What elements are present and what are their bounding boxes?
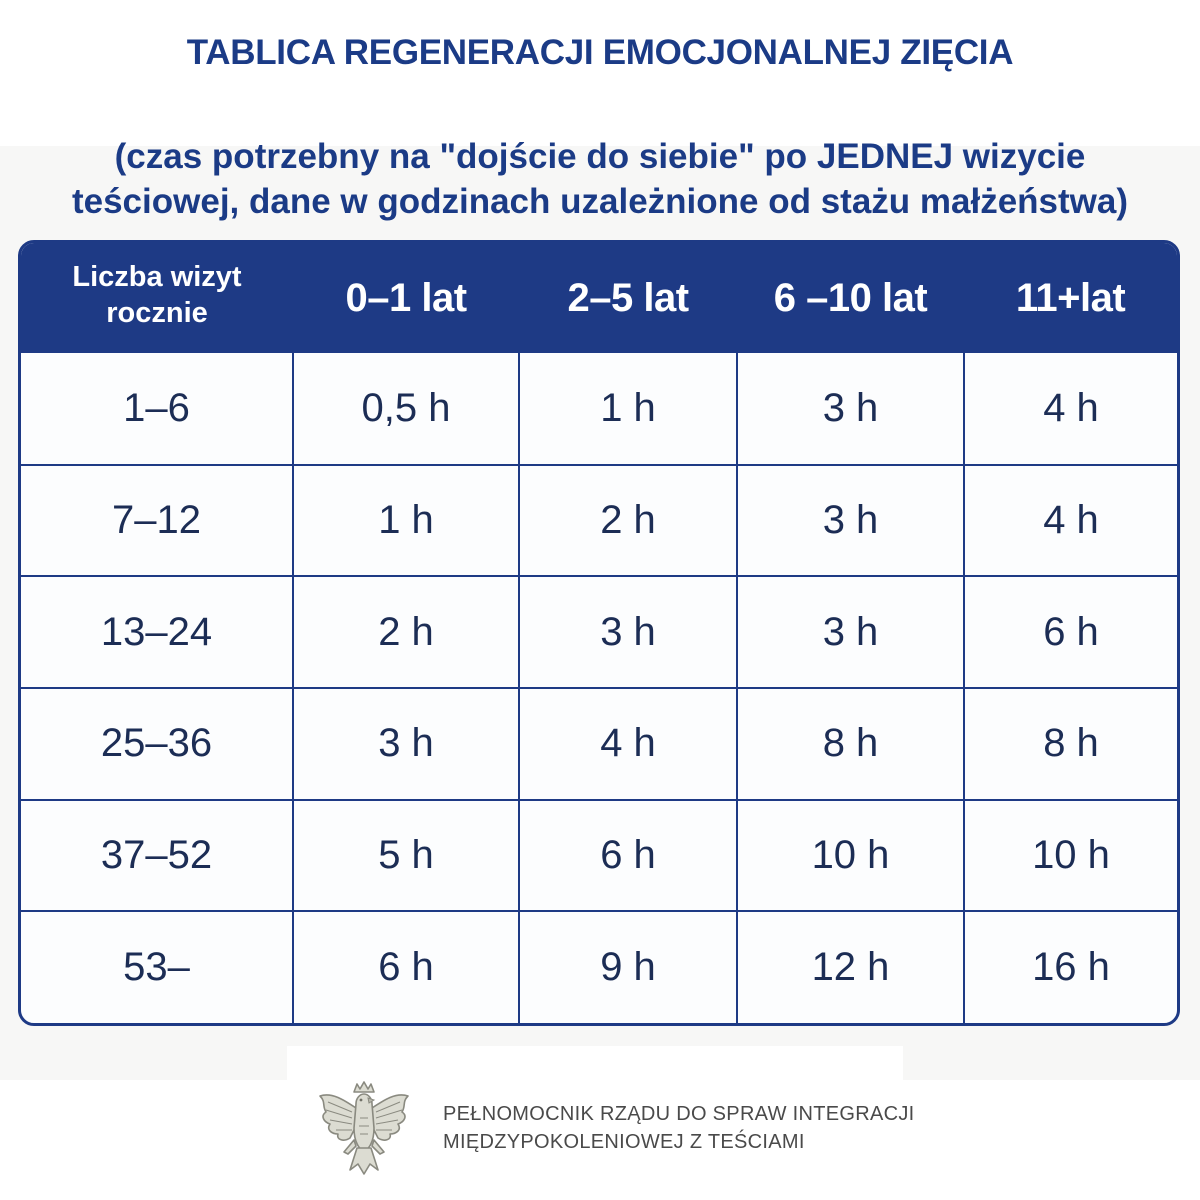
footer-line-2: MIĘDZYPOKOLENIOWEJ Z TEŚCIAMI — [443, 1131, 805, 1153]
footer-office-name — [443, 1100, 915, 1156]
hours-cell: 6 h — [964, 576, 1177, 688]
hours-cell: 12 h — [737, 911, 964, 1023]
white-eagle-emblem-icon — [313, 1078, 415, 1182]
visits-range-cell: 25–36 — [21, 688, 293, 800]
hours-cell: 3 h — [519, 576, 737, 688]
hours-cell: 2 h — [519, 465, 737, 577]
header-age-0-1: 0–1 lat — [293, 243, 519, 353]
hours-cell: 3 h — [293, 688, 519, 800]
hours-cell: 2 h — [293, 576, 519, 688]
visits-range-cell: 7–12 — [21, 465, 293, 577]
footer-line-1: PEŁNOMOCNIK RZĄDU DO SPRAW INTEGRACJI — [443, 1103, 915, 1125]
subtitle-line-2: teściowej, dane w godzinach uzależnione od stażu małżeństwa) — [71, 182, 1129, 221]
visits-range-cell: 53– — [21, 911, 293, 1023]
hours-cell: 10 h — [737, 800, 964, 912]
hours-cell: 3 h — [737, 576, 964, 688]
table-row — [21, 688, 1177, 800]
header-visits-line-1: Liczba wizyt — [72, 261, 242, 293]
hours-cell: 5 h — [293, 800, 519, 912]
table-row — [21, 911, 1177, 1023]
hours-cell: 4 h — [519, 688, 737, 800]
header-age-2-5: 2–5 lat — [519, 243, 737, 353]
hours-cell: 8 h — [737, 688, 964, 800]
table-row — [21, 576, 1177, 688]
page-subtitle — [0, 134, 1200, 224]
hours-cell: 6 h — [519, 800, 737, 912]
header-age-6-10: 6 –10 lat — [737, 243, 964, 353]
table-row — [21, 800, 1177, 912]
footer — [313, 1078, 913, 1188]
visits-range-cell: 37–52 — [21, 800, 293, 912]
visits-range-cell: 13–24 — [21, 576, 293, 688]
hours-cell: 3 h — [737, 353, 964, 465]
hours-cell: 9 h — [519, 911, 737, 1023]
hours-cell: 1 h — [519, 353, 737, 465]
regeneration-table — [18, 240, 1180, 1026]
header-age-11-plus: 11+lat — [964, 243, 1177, 353]
table-row — [21, 465, 1177, 577]
visits-range-cell: 1–6 — [21, 353, 293, 465]
header-visits-per-year — [21, 243, 293, 353]
hours-cell: 4 h — [964, 465, 1177, 577]
hours-cell: 1 h — [293, 465, 519, 577]
hours-cell: 8 h — [964, 688, 1177, 800]
hours-cell: 10 h — [964, 800, 1177, 912]
hours-cell: 3 h — [737, 465, 964, 577]
hours-cell: 6 h — [293, 911, 519, 1023]
table-row — [21, 353, 1177, 465]
hours-cell: 0,5 h — [293, 353, 519, 465]
page-title: TABLICA REGENERACJI EMOCJONALNEJ ZIĘCIA — [186, 33, 1014, 72]
header-visits-line-2: rocznie — [106, 297, 208, 329]
hours-cell: 4 h — [964, 353, 1177, 465]
subtitle-line-1: (czas potrzebny na "dojście do siebie" po JEDNEJ wizycie — [114, 137, 1086, 176]
hours-cell: 16 h — [964, 911, 1177, 1023]
table-header-row — [21, 243, 1177, 353]
